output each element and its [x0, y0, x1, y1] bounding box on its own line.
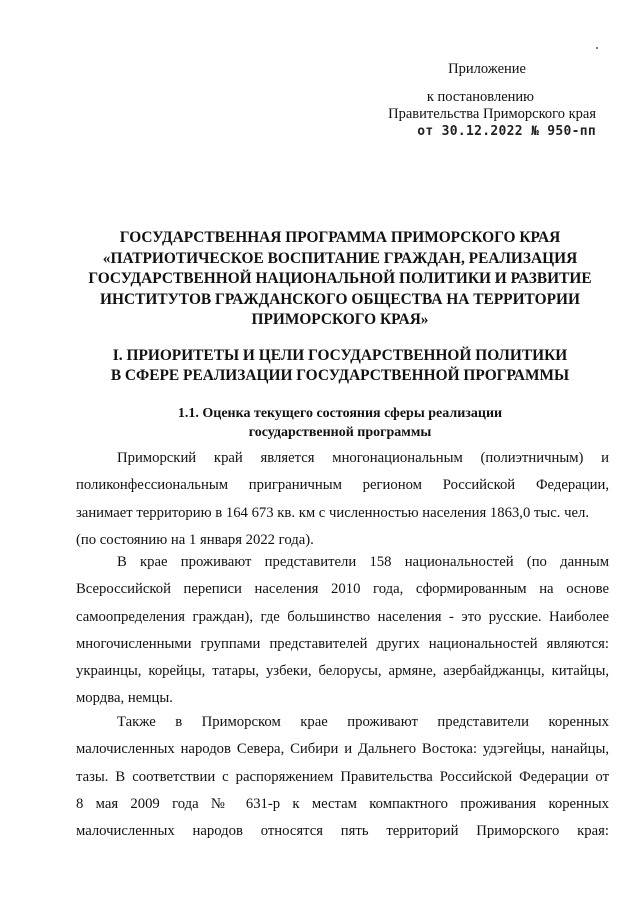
paragraph-line: 8 мая 2009 года № 631-р к местам компактного проживания коренных — [76, 795, 609, 812]
paragraph-line: В крае проживают представители 158 национальностей (по данным — [117, 554, 609, 570]
program-title-line: ГОСУДАРСТВЕННОЙ НАЦИОНАЛЬНОЙ ПОЛИТИКИ И РАЗВИТИЕ — [88, 270, 592, 287]
approval-authority: Правительства Приморского края — [388, 106, 596, 122]
paragraph-line: самоопределения граждан), где большинство населения - это русские. Наиболее — [76, 608, 609, 625]
section-heading — [70, 346, 610, 386]
approval-heading: Приложение — [448, 61, 526, 77]
paragraph-1 — [76, 445, 609, 554]
program-title-line: ПРИМОРСКОГО КРАЯ» — [251, 311, 429, 328]
paragraph-line: поликонфессиональным приграничным регионом Российской Федерации, — [76, 477, 609, 494]
paragraph-line: малочисленных народов относятся пять территорий Приморского края: — [76, 823, 609, 840]
scan-speck — [596, 47, 598, 49]
program-title — [70, 228, 610, 331]
paragraph-2 — [76, 549, 609, 713]
paragraph-line: многочисленными группами представителей других национальностей являются: — [76, 635, 609, 652]
paragraph-line: занимает территорию в 164 673 кв. км с численностью населения 1863,0 тыс. чел. — [76, 504, 590, 521]
subsection-heading-line: 1.1. Оценка текущего состояния сферы реализации — [177, 406, 503, 421]
paragraph-line: (по состоянию на 1 января 2022 года). — [76, 531, 314, 548]
paragraph-line: Всероссийской переписи населения 2010 года, сформированным на основе — [76, 581, 609, 598]
paragraph-line: тазы. В соответствии с распоряжением Правительства Российской Федерации от — [76, 768, 609, 785]
paragraph-3 — [76, 709, 609, 845]
paragraph-line: Приморский край является многонациональным (полиэтничным) и — [117, 450, 609, 466]
subsection-heading-line: государственной программы — [248, 425, 432, 440]
approval-date-number: от 30.12.2022 № 950-пп — [417, 124, 596, 139]
program-title-line: «ПАТРИОТИЧЕСКОЕ ВОСПИТАНИЕ ГРАЖДАН, РЕАЛИЗАЦИЯ — [102, 249, 578, 267]
section-heading-line: I. ПРИОРИТЕТЫ И ЦЕЛИ ГОСУДАРСТВЕННОЙ ПОЛИТИКИ — [112, 347, 568, 364]
paragraph-line: малочисленных народов Севера, Сибири и Дальнего Востока: удэгейцы, нанайцы, — [76, 741, 609, 758]
approval-reference: к постановлению — [426, 89, 534, 105]
section-heading-line: В СФЕРЕ РЕАЛИЗАЦИИ ГОСУДАРСТВЕННОЙ ПРОГРАММЫ — [110, 367, 570, 384]
program-title-line: ГОСУДАРСТВЕННАЯ ПРОГРАММА ПРИМОРСКОГО КРАЯ — [119, 229, 561, 246]
paragraph-line: украинцы, корейцы, татары, узбеки, белорусы, армяне, азербайджанцы, китайцы, — [76, 663, 609, 680]
paragraph-line: мордва, немцы. — [76, 690, 173, 707]
paragraph-line: Также в Приморском крае проживают представители коренных — [117, 714, 609, 730]
program-title-line: ИНСТИТУТОВ ГРАЖДАНСКОГО ОБЩЕСТВА НА ТЕРРИТОРИИ — [100, 290, 580, 308]
subsection-heading — [70, 404, 610, 442]
